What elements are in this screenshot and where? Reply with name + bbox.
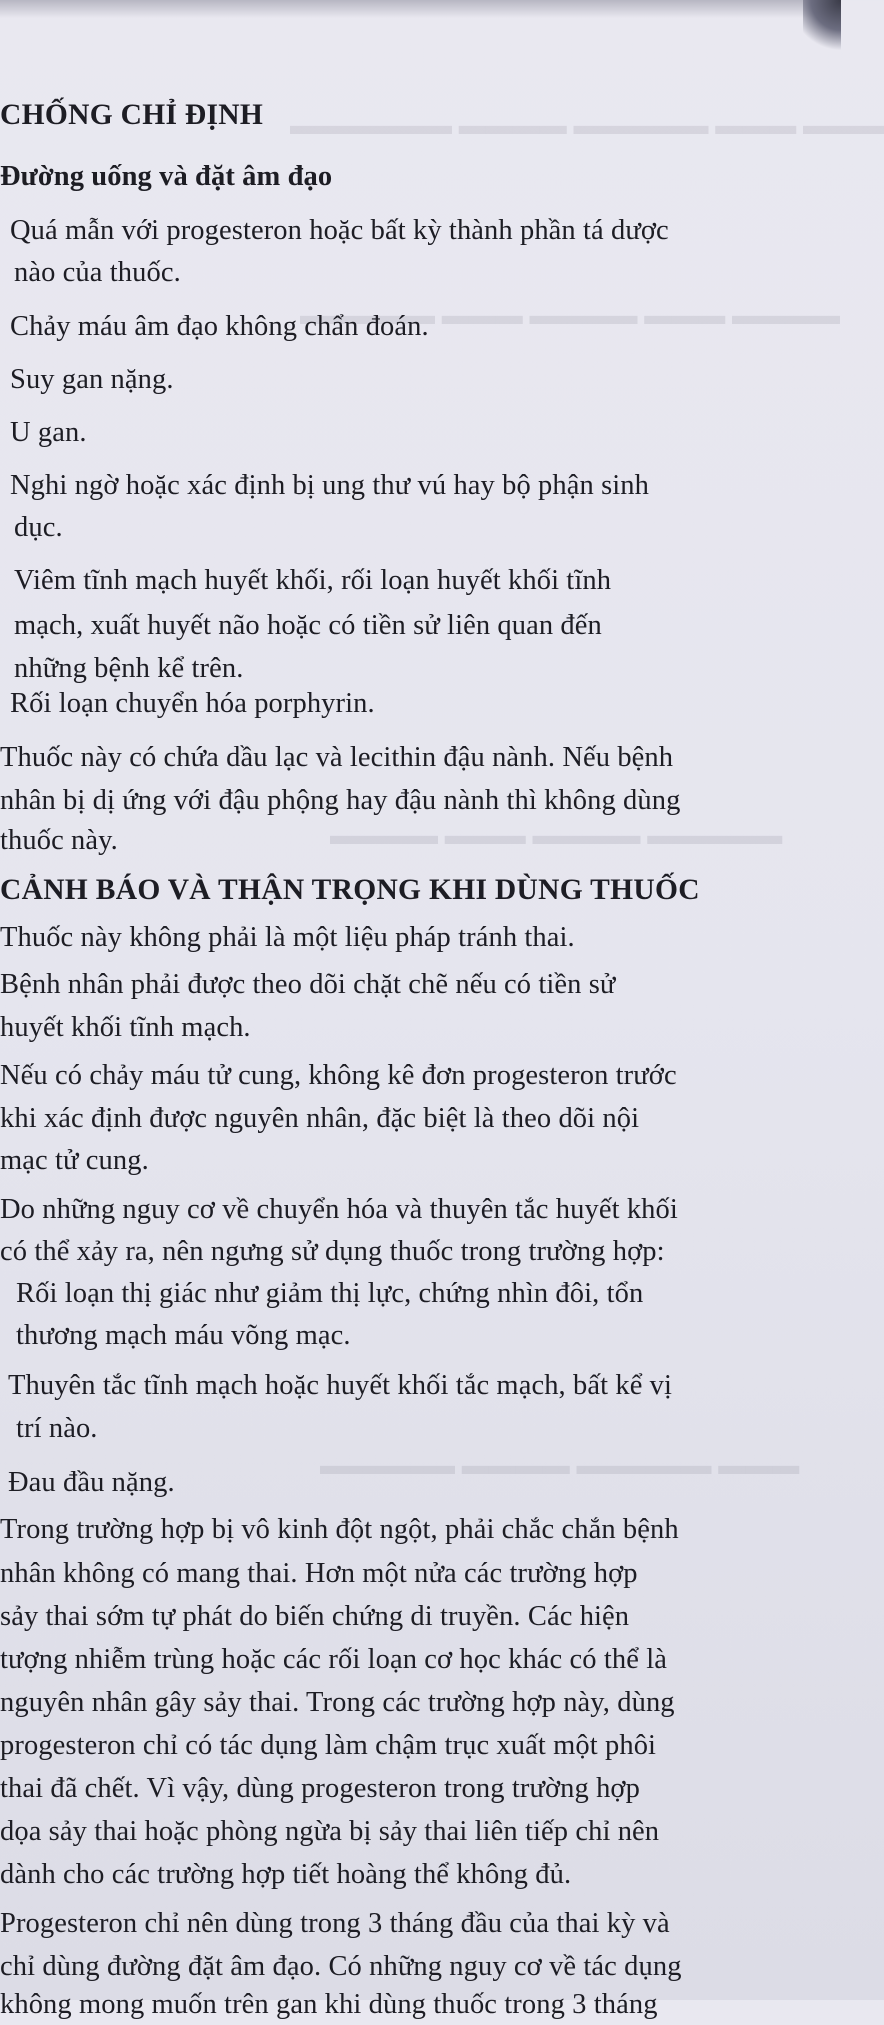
text-line: nào của thuốc. [14, 257, 181, 288]
subheading-route: Đường uống và đặt âm đạo [0, 161, 333, 192]
paper-edge-shadow [803, 0, 841, 55]
text-line: Trong trường hợp bị vô kinh đột ngột, phải chắc chắn bệnh [0, 1514, 679, 1545]
text-line: chỉ dùng đường đặt âm đạo. Có những nguy cơ về tác dụng [0, 1951, 682, 1982]
bleed-through-decoration: ▬▬▬▬ ▬▬▬ ▬▬▬▬ ▬▬▬ ▬▬▬▬▬ [300, 300, 840, 330]
section-heading-warnings: CẢNH BÁO VÀ THẬN TRỌNG KHI DÙNG THUỐC [0, 874, 700, 906]
text-line: Nghi ngờ hoặc xác định bị ung thư vú hay bộ phận sinh [10, 470, 649, 501]
text-line: thương mạch máu võng mạc. [16, 1320, 351, 1351]
text-line: Suy gan nặng. [10, 364, 174, 395]
text-line: Bệnh nhân phải được theo dõi chặt chẽ nếu có tiền sử [0, 969, 616, 1000]
text-line: dục. [14, 512, 63, 543]
text-line: Nếu có chảy máu tử cung, không kê đơn progesteron trước [0, 1060, 677, 1091]
section-heading-contraindications: CHỐNG CHỈ ĐỊNH [0, 99, 264, 131]
text-line: sảy thai sớm tự phát do biến chứng di truyền. Các hiện [0, 1601, 630, 1632]
text-line: khi xác định được nguyên nhân, đặc biệt là theo dõi nội [0, 1103, 640, 1134]
text-line: thai đã chết. Vì vậy, dùng progesteron trong trường hợp [0, 1773, 640, 1804]
text-line: trí nào. [16, 1413, 98, 1444]
text-line: progesteron chỉ có tác dụng làm chậm trục xuất một phôi [0, 1730, 657, 1761]
bleed-through-decoration: ▬▬▬▬▬ ▬▬▬▬ ▬▬▬ ▬▬▬▬ [330, 820, 783, 850]
text-line: huyết khối tĩnh mạch. [0, 1012, 251, 1043]
text-line: Thuốc này có chứa dầu lạc và lecithin đậu nành. Nếu bệnh [0, 742, 674, 773]
bleed-through-decoration: ▬▬▬ ▬▬▬ ▬▬▬▬▬ ▬▬▬▬ ▬▬▬▬▬▬ [290, 110, 884, 140]
text-line: những bệnh kể trên. [14, 653, 244, 684]
text-line: thuốc này. [0, 825, 118, 856]
text-line: Quá mẫn với progesteron hoặc bất kỳ thành phần tá dược [10, 215, 669, 246]
text-line: dọa sảy thai hoặc phòng ngừa bị sảy thai liên tiếp chỉ nên [0, 1816, 660, 1847]
text-line: có thể xảy ra, nên ngưng sử dụng thuốc trong trường hợp: [0, 1236, 665, 1267]
text-line: U gan. [10, 417, 87, 448]
fold-shadow [0, 0, 841, 18]
text-line: Rối loạn chuyển hóa porphyrin. [10, 688, 375, 719]
bleed-through-decoration: ▬▬▬ ▬▬▬▬▬ ▬▬▬▬ ▬▬▬▬▬ [320, 1450, 800, 1480]
text-line: Chảy máu âm đạo không chẩn đoán. [10, 311, 429, 342]
text-line: không mong muốn trên gan khi dùng thuốc trong 3 tháng [0, 1989, 658, 2020]
text-line: tượng nhiễm trùng hoặc các rối loạn cơ học khác có thể là [0, 1644, 667, 1675]
text-line: nhân không có mang thai. Hơn một nửa các trường hợp [0, 1558, 638, 1589]
text-line: Đau đầu nặng. [8, 1467, 175, 1498]
text-line: Thuốc này không phải là một liệu pháp tránh thai. [0, 922, 575, 953]
text-line: dành cho các trường hợp tiết hoàng thể không đủ. [0, 1859, 572, 1890]
text-line: nguyên nhân gây sảy thai. Trong các trường hợp này, dùng [0, 1687, 675, 1718]
text-line: Progesteron chỉ nên dùng trong 3 tháng đầu của thai kỳ và [0, 1908, 670, 1939]
text-line: Thuyên tắc tĩnh mạch hoặc huyết khối tắc mạch, bất kể vị [8, 1370, 673, 1401]
text-line: Do những nguy cơ về chuyển hóa và thuyên tắc huyết khối [0, 1194, 678, 1225]
text-line: Viêm tĩnh mạch huyết khối, rối loạn huyết khối tĩnh [14, 565, 612, 596]
text-line: mạch, xuất huyết não hoặc có tiền sử liên quan đến [14, 610, 602, 641]
text-line: mạc tử cung. [0, 1145, 149, 1176]
text-line: Rối loạn thị giác như giảm thị lực, chứng nhìn đôi, tổn [16, 1278, 644, 1309]
text-line: nhân bị dị ứng với đậu phộng hay đậu nành thì không dùng [0, 785, 681, 816]
